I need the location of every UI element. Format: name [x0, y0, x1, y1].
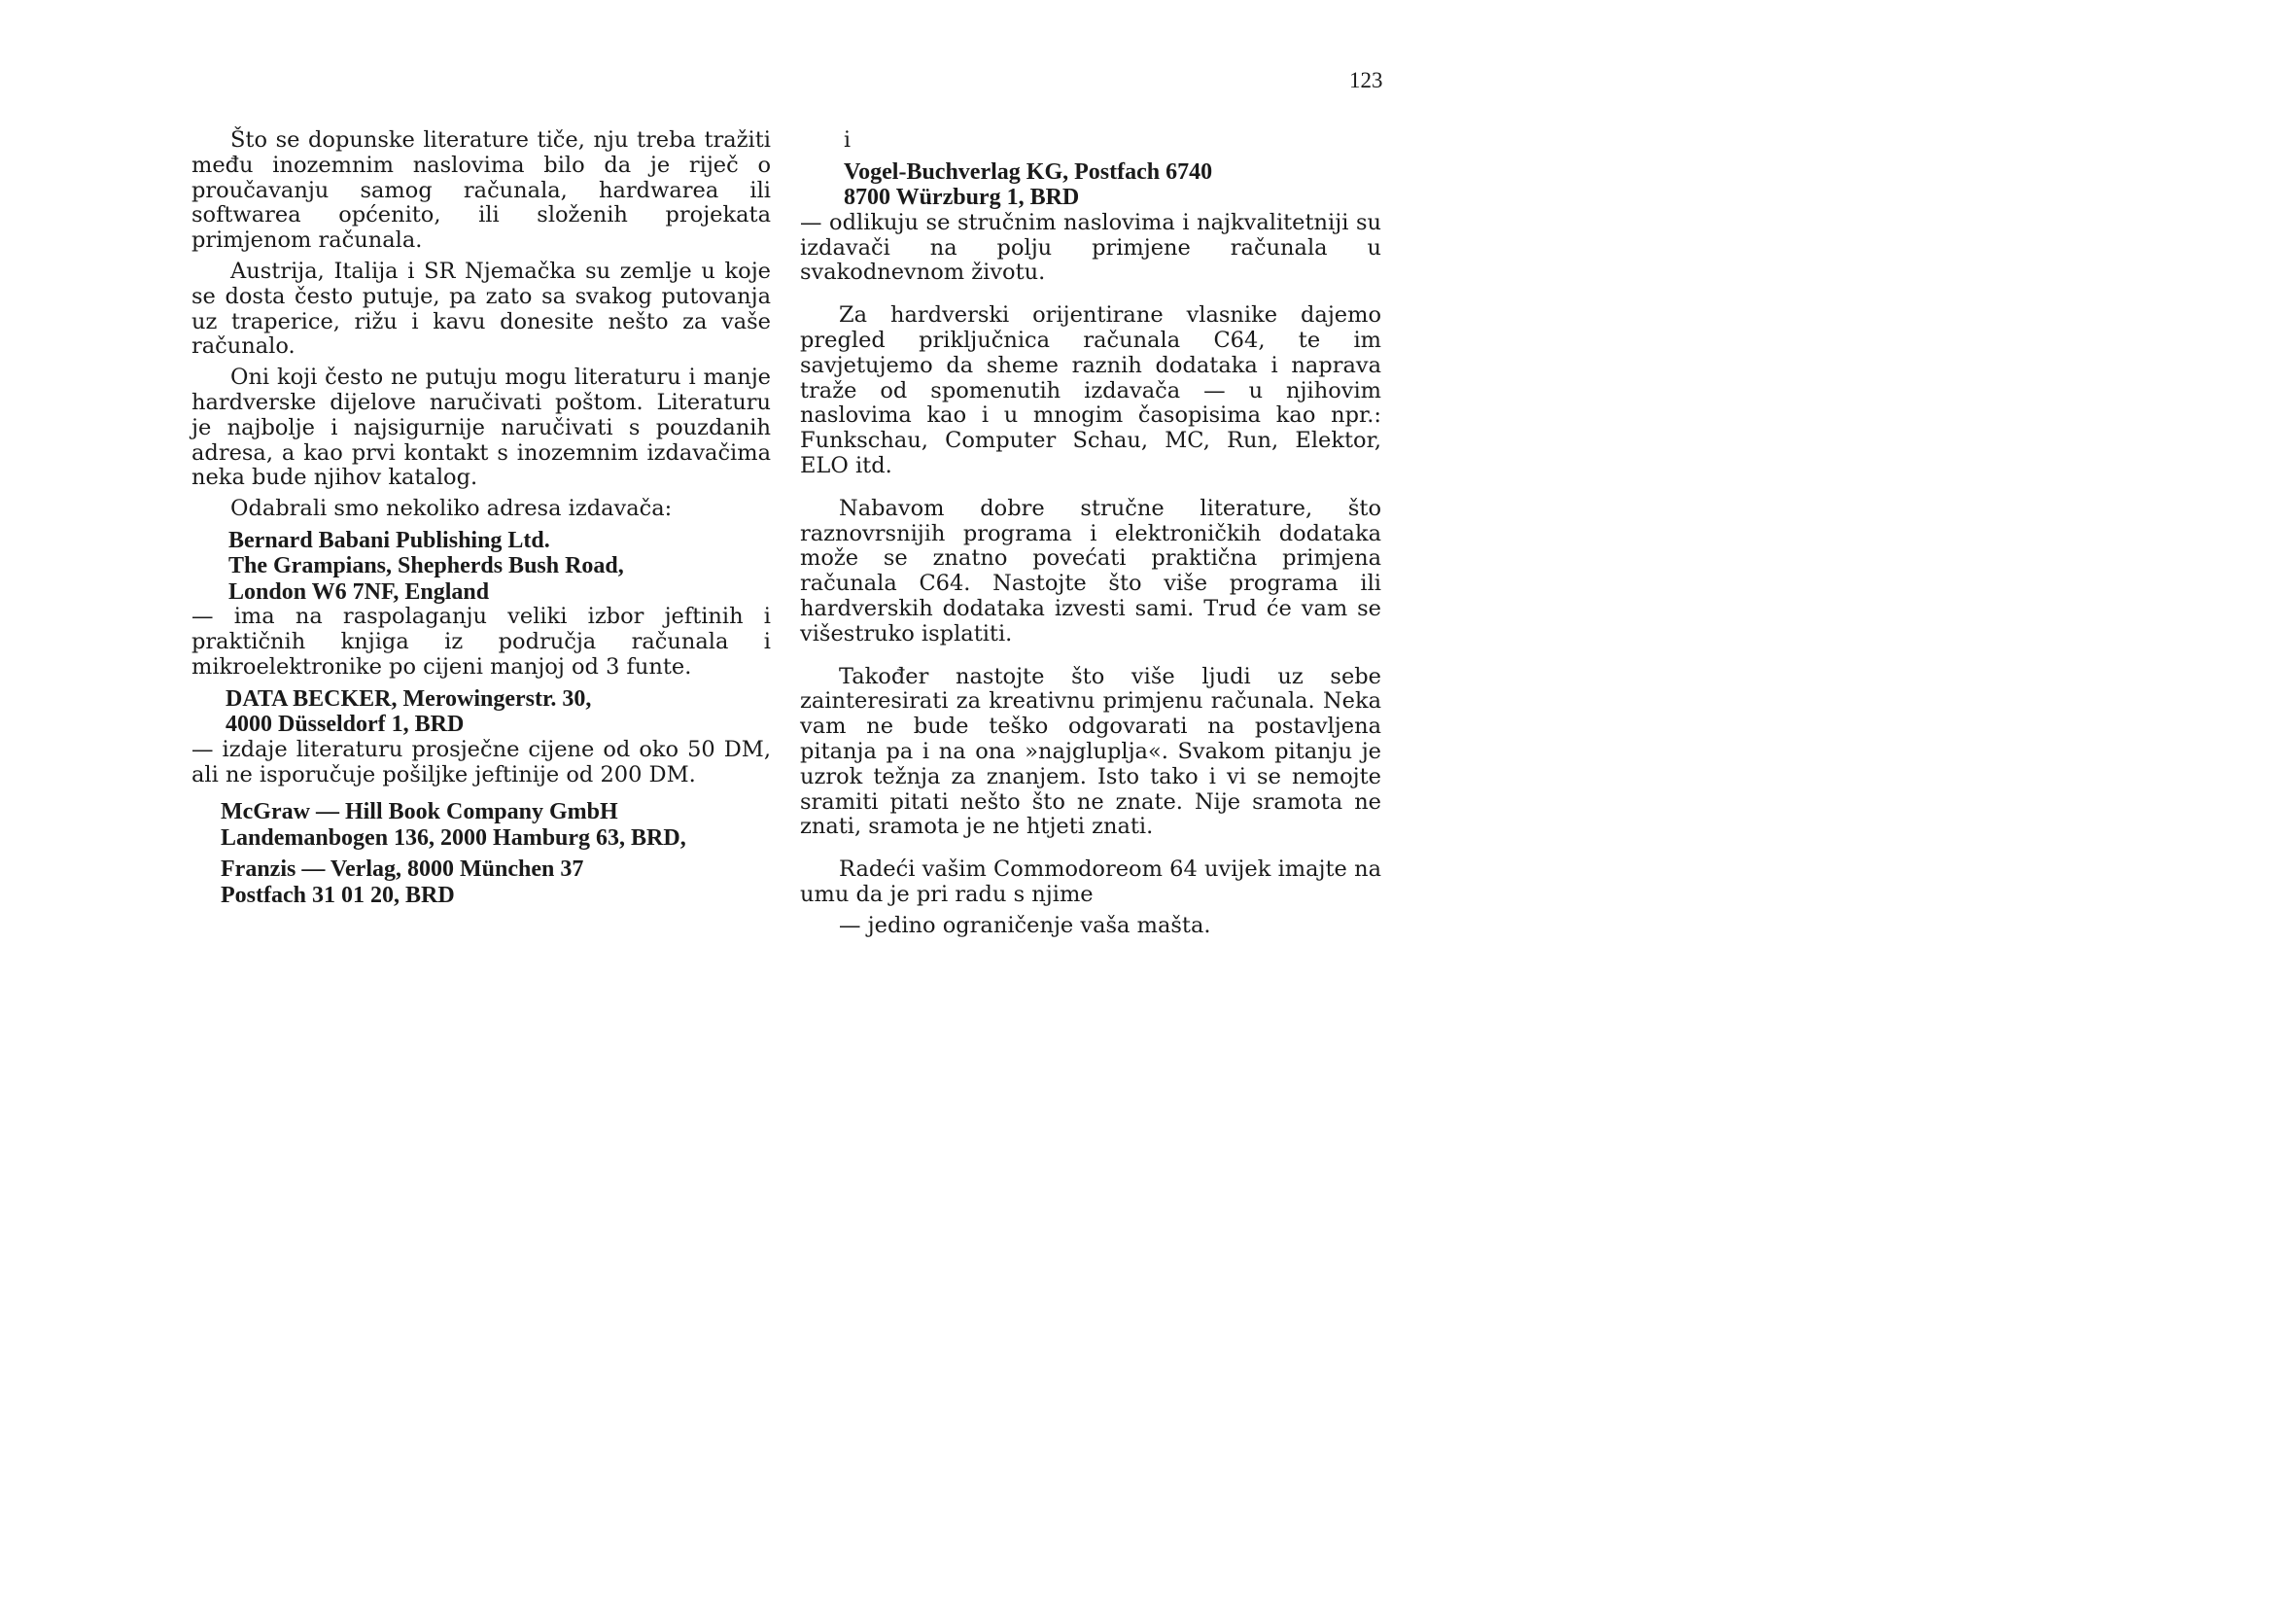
closing-line: — jedino ograničenje vaša mašta.	[839, 912, 1211, 938]
publisher-franzis-name: Franzis — Verlag, 8000 München 37	[221, 856, 584, 883]
paragraph-literature-acquisition: Nabavom dobre stručne literature, što raznovrsnijih programa i elektroničkih dodataka može se znatno povećati praktična primjena računala C64. Nastojte što više programa ili hardverskih dodataka izvesti sami. Trud će vam se višestruko isplatiti.	[800, 495, 1381, 647]
right-column	[800, 128, 1381, 939]
publisher-databecker-city: 4000 Düsseldorf 1, BRD	[226, 712, 465, 738]
paragraph-mail-order: Oni koji često ne putuju mogu literaturu i manje hardverske dijelove naručivati poštom. Literaturu je najbolje i najsigurnije naručivati s pouzdanih adresa, a kao prvi kontakt s inozemnim izdavačima neka bude njihov katalog.	[191, 365, 771, 491]
paragraph-commodore-usage: Radeći vašim Commodoreom 64 uvijek imajte na umu da je pri radu s njime	[800, 856, 1381, 907]
paragraph-supplementary-literature: Što se dopunske literature tiče, nju treba tražiti među inozemnim naslovima bilo da je riječ o proučavanju samog računala, hardwarea ili softwarea općenito, ili složenih projekata primjenom računala.	[191, 127, 771, 254]
paragraph-interest-others: Također nastojte što više ljudi uz sebe zainteresirati za kreativnu primjenu računala. Neka vam ne bude teško odgovarati na postavljena pitanja pa i na ona »najgluplja«. Svakom pitanju je uzrok težnja za znanjem. Isto tako i vi se nemojte sramiti pitati nešto što ne znate. Nije sramota ne znati, sramota je ne htjeti znati.	[800, 663, 1381, 840]
publisher-babani-name: Bernard Babani Publishing Ltd.	[228, 527, 550, 553]
left-column	[191, 128, 771, 908]
publisher-mcgraw-address: Landemanbogen 136, 2000 Hamburg 63, BRD,	[221, 824, 686, 851]
publisher-babani-city: London W6 7NF, England	[228, 578, 490, 605]
publisher-vogel-name: Vogel-Buchverlag KG, Postfach 6740	[844, 158, 1213, 185]
publisher-vogel-description: — odlikuju se stručnim naslovima i najkvalitetniji su izdavači na polju primjene računala u svakodnevnom životu.	[800, 209, 1381, 286]
publisher-vogel-city: 8700 Würzburg 1, BRD	[844, 185, 1080, 211]
publisher-databecker-name: DATA BECKER, Merowingerstr. 30,	[226, 685, 592, 712]
publisher-mcgraw-name: McGraw — Hill Book Company GmbH	[221, 799, 618, 825]
paragraph-publisher-intro: Odabrali smo nekoliko adresa izdavača:	[230, 496, 673, 522]
paragraph-travel: Austrija, Italija i SR Njemačka su zemlje u koje se dosta često putuje, pa zato sa svakog putovanja uz traperice, rižu i kavu donesite nešto za vaše računalo.	[191, 258, 771, 360]
publisher-babani-street: The Grampians, Shepherds Bush Road,	[228, 553, 624, 579]
conjunction-i: i	[844, 128, 852, 153]
publisher-franzis-address: Postfach 31 01 20, BRD	[221, 882, 455, 908]
publisher-databecker-description: — izdaje literaturu prosječne cijene od oko 50 DM, ali ne isporučuje pošiljke jeftinije od 200 DM.	[191, 736, 771, 787]
paragraph-hardware-owners: Za hardverski orijentirane vlasnike dajemo pregled priključnica računala C64, te im savjetujemo da sheme raznih dodataka i naprava traže od spomenutih izdavača — u njihovim naslovima kao i u mnogim časopisima kao npr.: Funkschau, Computer Schau, MC, Run, Elektor, ELO itd.	[800, 302, 1381, 478]
publisher-babani-description: — ima na raspolaganju veliki izbor jeftinih i praktičnih knjiga iz područja računala i mikroelektronike po cijeni manjoj od 3 funte.	[191, 604, 771, 681]
page-number: 123	[1349, 68, 1383, 92]
